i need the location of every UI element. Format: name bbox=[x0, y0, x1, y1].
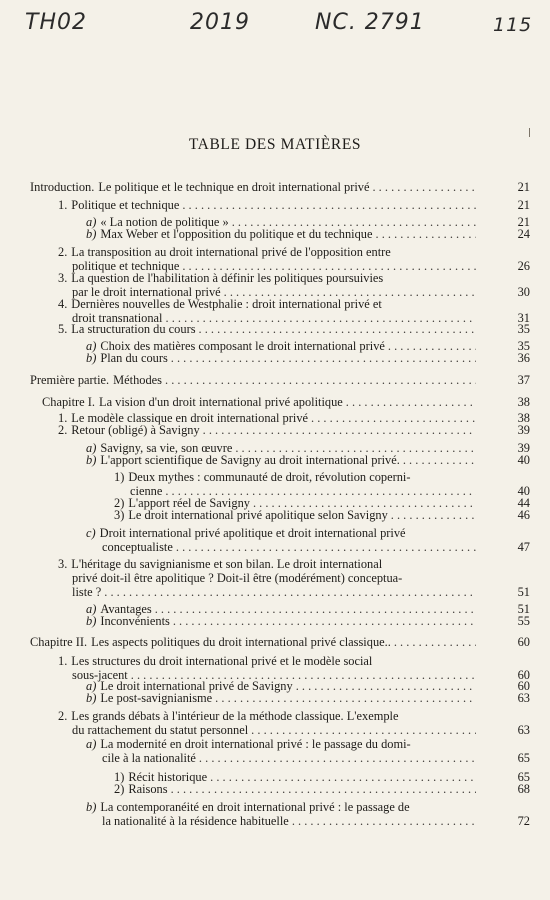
toc-entry-label: a) bbox=[86, 679, 97, 693]
toc-page-number: 38 bbox=[517, 411, 530, 425]
toc-entry-label: Chapitre II. bbox=[30, 635, 88, 649]
toc-entry-label: 2) bbox=[114, 496, 125, 510]
toc-entry bbox=[0, 737, 550, 765]
toc-entry bbox=[0, 709, 550, 737]
toc-entry-title: L'héritage du savignianisme et son bilan. Le droit international bbox=[71, 557, 383, 571]
toc-entry-label: b) bbox=[86, 351, 97, 365]
toc-entry bbox=[0, 453, 550, 467]
toc-page-number: 39 bbox=[517, 441, 530, 455]
toc-entry-label: a) bbox=[86, 215, 97, 229]
dot-leader bbox=[394, 635, 476, 649]
toc-entry-label: Première partie. bbox=[30, 373, 110, 387]
dot-leader bbox=[372, 180, 476, 194]
toc-page-number: 60 bbox=[517, 679, 530, 693]
toc-entry-title: Plan du cours bbox=[100, 351, 168, 365]
dot-leader bbox=[165, 373, 476, 387]
toc-entry-title: Choix des matières composant le droit international privé bbox=[100, 339, 385, 353]
toc-page-number: 39 bbox=[517, 423, 530, 437]
toc-entry bbox=[0, 271, 550, 299]
dot-leader bbox=[199, 751, 476, 765]
toc-page-number: 37 bbox=[517, 373, 530, 387]
toc-entry-label: b) bbox=[86, 614, 97, 628]
toc-entry-label: b) bbox=[86, 691, 97, 705]
toc-entry bbox=[0, 373, 550, 387]
toc-entry-title: Droit international privé apolitique et droit international privé bbox=[99, 526, 406, 540]
toc-page-number: 51 bbox=[517, 585, 530, 600]
dot-leader bbox=[176, 540, 476, 554]
toc-entry-title: La vision d'un droit international privé apolitique bbox=[99, 395, 343, 409]
page-title: TABLE DES MATIÈRES bbox=[188, 136, 362, 153]
toc-page-number: 35 bbox=[517, 322, 530, 336]
toc-entry-title: Inconvénients bbox=[100, 614, 170, 628]
toc-entry-title: Le modèle classique en droit international privé bbox=[71, 411, 309, 425]
toc-page-number: 44 bbox=[517, 496, 530, 510]
toc-entry-label: 4. bbox=[58, 297, 68, 311]
toc-entry-label: 1) bbox=[114, 470, 125, 484]
toc-entry-title-continued: conceptualiste bbox=[102, 540, 173, 555]
toc-page-number: 26 bbox=[517, 259, 530, 274]
toc-entry-title: Les aspects politiques du droit international privé classique.. bbox=[91, 635, 391, 649]
toc-entry-label: b) bbox=[86, 800, 97, 814]
toc-entry-label: 3) bbox=[114, 508, 125, 522]
toc-page-number: 46 bbox=[517, 508, 530, 522]
toc-page-number: 38 bbox=[517, 395, 530, 409]
toc-entry-label: 2. bbox=[58, 245, 68, 259]
toc-entry bbox=[0, 245, 550, 273]
toc-entry-title-continued: liste ? bbox=[72, 585, 102, 600]
toc-entry-title: L'apport réel de Savigny bbox=[128, 496, 250, 510]
toc-entry-title-continued: cienne bbox=[130, 484, 163, 499]
toc-entry-label: Introduction. bbox=[30, 180, 95, 194]
toc-page-number: 55 bbox=[517, 614, 530, 628]
toc-entry-label: a) bbox=[86, 737, 97, 751]
toc-entry-title: Les grands débats à l'intérieur de la méthode classique. L'exemple bbox=[71, 709, 399, 723]
toc-entry-label: 1. bbox=[58, 411, 68, 425]
toc-entry bbox=[0, 800, 550, 828]
toc-entry-title: Max Weber et l'opposition du politique et du technique bbox=[100, 227, 373, 241]
toc-page-number: 65 bbox=[517, 770, 530, 784]
toc-entry-title-continued: cile à la nationalité bbox=[102, 751, 196, 766]
toc-entry-title: Savigny, sa vie, son œuvre bbox=[100, 441, 233, 455]
toc-page-number: 47 bbox=[517, 540, 530, 555]
toc-entry-title: « La notion de politique » bbox=[100, 215, 229, 229]
toc-entry bbox=[0, 322, 550, 336]
toc-entry-title: La structuration du cours bbox=[71, 322, 196, 336]
toc-entry-title-continued: privé doit-il être apolitique ? Doit-il être (modérément) conceptua- bbox=[72, 571, 403, 586]
toc-entry-title: La contemporanéité en droit international privé : le passage de bbox=[100, 800, 410, 814]
toc-page-number: 68 bbox=[517, 782, 530, 796]
toc-page-number: 51 bbox=[517, 602, 530, 616]
dot-leader bbox=[346, 395, 476, 409]
handwritten-page-number: 115 bbox=[493, 14, 533, 36]
toc-page-number: 60 bbox=[517, 635, 530, 649]
toc-entry-title-continued: politique et technique bbox=[72, 259, 180, 274]
toc-entry bbox=[0, 557, 550, 600]
dot-leader bbox=[171, 782, 476, 796]
toc-entry-title: Les structures du droit international privé et le modèle social bbox=[71, 654, 373, 668]
dot-leader bbox=[403, 453, 476, 467]
toc-entry-label: 2. bbox=[58, 423, 68, 437]
toc-entry bbox=[0, 691, 550, 705]
toc-entry bbox=[0, 423, 550, 437]
toc-page-number: 36 bbox=[517, 351, 530, 365]
toc-page-number: 24 bbox=[517, 227, 530, 241]
toc-page-number: 65 bbox=[517, 751, 530, 766]
toc-entry-label: 5. bbox=[58, 322, 68, 336]
toc-entry-label: 1) bbox=[114, 770, 125, 784]
toc-entry-title: Récit historique bbox=[128, 770, 208, 784]
toc-entry bbox=[0, 395, 550, 409]
toc-entry-label: 2) bbox=[114, 782, 125, 796]
dot-leader bbox=[251, 723, 476, 737]
toc-entry-label: b) bbox=[86, 453, 97, 467]
toc-entry-title: La transposition au droit international privé de l'opposition entre bbox=[71, 245, 391, 259]
toc-entry-title: Avantages bbox=[100, 602, 152, 616]
dot-leader bbox=[173, 614, 476, 628]
toc-entry-label: 3. bbox=[58, 271, 68, 285]
toc-entry-label: a) bbox=[86, 339, 97, 353]
dot-leader bbox=[376, 227, 477, 241]
toc-page-number: 31 bbox=[517, 311, 530, 326]
toc-entry-title-continued: la nationalité à la résidence habituelle bbox=[102, 814, 289, 829]
toc-page-number: 30 bbox=[517, 285, 530, 300]
toc-entry bbox=[0, 782, 550, 796]
toc-entry-label: 2. bbox=[58, 709, 68, 723]
dot-leader bbox=[215, 691, 476, 705]
toc-entry-label: a) bbox=[86, 441, 97, 455]
toc-entry-title: Le post-savignianisme bbox=[100, 691, 213, 705]
toc-entry-title: Deux mythes : communauté de droit, révolution coperni- bbox=[128, 470, 411, 484]
toc-entry-title: Méthodes bbox=[113, 373, 162, 387]
toc-entry-title-continued: par le droit international privé bbox=[72, 285, 221, 300]
dot-leader bbox=[182, 198, 476, 212]
toc-entry-title-continued: du rattachement du statut personnel bbox=[72, 723, 249, 738]
dot-leader bbox=[199, 322, 476, 336]
toc-entry bbox=[0, 508, 550, 522]
toc-page-number: 60 bbox=[517, 668, 530, 683]
toc-entry-title: Raisons bbox=[128, 782, 168, 796]
toc-entry bbox=[0, 635, 550, 649]
toc-entry-title: Dernières nouvelles de Westphalie : droit international privé et bbox=[71, 297, 382, 311]
dot-leader bbox=[292, 814, 476, 828]
toc-entry-label: 1. bbox=[58, 654, 68, 668]
toc-entry bbox=[0, 198, 550, 212]
toc-page-number: 40 bbox=[517, 453, 530, 467]
toc-entry bbox=[0, 180, 550, 194]
toc-entry bbox=[0, 351, 550, 365]
toc-entry-label: a) bbox=[86, 602, 97, 616]
toc-page-number: 72 bbox=[517, 814, 530, 829]
toc-page-number: 40 bbox=[517, 484, 530, 499]
handwritten-call-number: TH02 bbox=[25, 10, 87, 35]
toc-page-number: 21 bbox=[517, 180, 530, 194]
toc-page-number: 21 bbox=[517, 198, 530, 212]
toc-entry bbox=[0, 614, 550, 628]
toc-page-number: 21 bbox=[517, 215, 530, 229]
toc-entry-title: L'apport scientifique de Savigny au droit international privé. bbox=[100, 453, 400, 467]
toc-entry-title-continued: droit transnational bbox=[72, 311, 163, 326]
toc-entry-title: Le droit international privé apolitique selon Savigny bbox=[128, 508, 388, 522]
toc-page-number: 63 bbox=[517, 723, 530, 738]
toc-entry-title: Retour (obligé) à Savigny bbox=[71, 423, 200, 437]
handwritten-year: 2019 bbox=[190, 10, 250, 35]
toc-entry-label: 1. bbox=[58, 198, 68, 212]
handwritten-reference: NC. 2791 bbox=[315, 10, 425, 35]
toc-page-number: 35 bbox=[517, 339, 530, 353]
toc-entry-label: Chapitre I. bbox=[42, 395, 95, 409]
toc-entry bbox=[0, 470, 550, 498]
dot-leader bbox=[203, 423, 476, 437]
toc-entry-label: b) bbox=[86, 227, 97, 241]
toc-entry-label: 3. bbox=[58, 557, 68, 571]
handwritten-annotations bbox=[0, 10, 550, 50]
toc-entry-title: Le droit international privé de Savigny bbox=[100, 679, 293, 693]
dot-leader bbox=[104, 585, 476, 599]
toc-entry-title: Politique et technique bbox=[71, 198, 180, 212]
toc-entry-title-continued: sous-jacent bbox=[72, 668, 128, 683]
toc-entry bbox=[0, 526, 550, 554]
toc-page-number: 63 bbox=[517, 691, 530, 705]
toc-entry-title: La question de l'habilitation à définir les politiques poursuivies bbox=[71, 271, 384, 285]
dot-leader bbox=[391, 508, 476, 522]
toc-entry bbox=[0, 227, 550, 241]
toc-entry-label: c) bbox=[86, 526, 96, 540]
toc-entry-title: Le politique et le technique en droit international privé bbox=[98, 180, 370, 194]
toc-entry-title: La modernité en droit international privé : le passage du domi- bbox=[100, 737, 411, 751]
dot-leader bbox=[171, 351, 476, 365]
